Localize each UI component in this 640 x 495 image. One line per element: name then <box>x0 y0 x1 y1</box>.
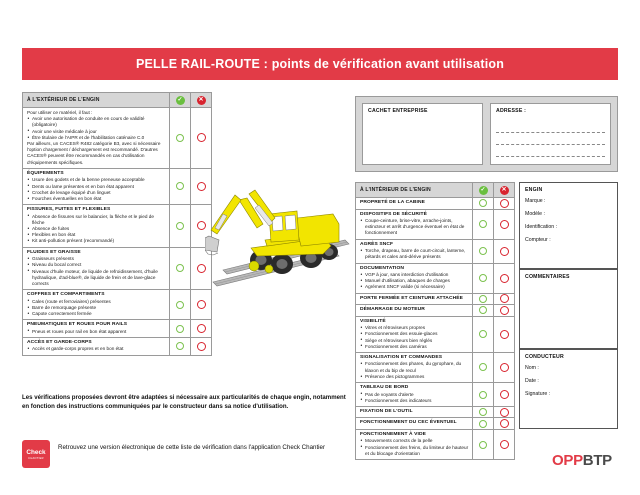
checklist-section-title: DÉMARRAGE DU MOTEUR <box>360 307 425 313</box>
checklist-row <box>23 320 211 338</box>
adresse-label: ADRESSE : <box>496 108 527 114</box>
footer-text: Retrouvez une version électronique de cette liste de vérification dans l'application Check Chantier <box>58 444 326 451</box>
circle-ko-icon[interactable] <box>500 390 509 399</box>
circle-ko-icon[interactable] <box>197 133 206 142</box>
checklist-row <box>23 290 211 320</box>
checkbox-ok[interactable] <box>169 205 190 247</box>
circle-ok-icon[interactable] <box>176 222 184 230</box>
adresse-lines <box>496 121 605 157</box>
checkbox-ok[interactable] <box>169 338 190 355</box>
checkbox-ok[interactable] <box>169 248 190 290</box>
exterior-ko-column-header <box>190 93 211 107</box>
checkbox-ok[interactable] <box>169 320 190 337</box>
engin-field[interactable]: Modèle : <box>525 211 545 217</box>
checkbox-ok[interactable] <box>472 294 493 305</box>
checklist-item: • Flexibles en bon état <box>27 232 166 238</box>
checkbox-ko[interactable] <box>493 240 514 263</box>
checklist-item: • Fonctionnement des indicateurs <box>360 398 469 404</box>
checklist-section-title: FISSURES, FUITES ET FLEXIBLES <box>27 207 111 213</box>
checkbox-ok[interactable] <box>472 430 493 459</box>
checklist-item: • Fonctionnement des freins, du limiteur de hauteur et du blocage d'orientation <box>360 445 469 457</box>
conducteur-field[interactable]: Nom : <box>525 365 539 371</box>
checklist-row <box>356 305 514 317</box>
checkbox-ok[interactable] <box>472 418 493 429</box>
checklist-item: • Pneus et roues pour rail en bon état apparent <box>27 329 166 335</box>
checklist-section-title: FLUIDES ET GRAISSE <box>27 249 81 255</box>
checkbox-ko[interactable] <box>493 264 514 293</box>
checklist-row <box>23 338 211 355</box>
circle-ko-icon[interactable] <box>500 274 509 283</box>
commentaires-label: COMMENTAIRES <box>525 274 570 280</box>
checkbox-ko[interactable] <box>493 407 514 418</box>
checkbox-ko[interactable] <box>493 418 514 429</box>
circle-ko-icon[interactable] <box>197 300 206 309</box>
disclaimer-text: Les vérifications proposées devront être adaptées si nécessaire aux particularités de chaque engin, notamment en fonction des instructions communiquées par le constructeur dans sa notice d'utilisation. <box>22 394 346 410</box>
checklist-item-list <box>360 248 469 260</box>
checkbox-ok[interactable] <box>472 383 493 406</box>
checklist-row <box>356 210 514 240</box>
circle-ok-icon[interactable] <box>479 199 487 207</box>
checkbox-ok[interactable] <box>472 317 493 352</box>
checklist-section-title: VISIBILITÉ <box>360 318 386 324</box>
interior-header-title: À L'INTÉRIEUR DE L'ENGIN <box>360 187 431 193</box>
checklist-item: • Être titulaire de l'AIPR et de l'habilitation caténaire C.0 <box>27 135 166 141</box>
checklist-row <box>23 108 211 169</box>
engin-field[interactable]: Marque : <box>525 198 546 204</box>
checklist-row-content <box>23 338 169 355</box>
oppbtp-logo-btp: BTP <box>582 452 612 469</box>
checklist-item-list <box>27 329 166 335</box>
checkbox-ko[interactable] <box>493 294 514 305</box>
checkbox-ko[interactable] <box>190 108 211 168</box>
check-chantier-logo <box>22 440 50 468</box>
checklist-item-list <box>27 256 166 287</box>
checklist-row-content <box>356 264 472 293</box>
circle-ko-icon[interactable] <box>500 306 509 315</box>
checkbox-ko[interactable] <box>493 317 514 352</box>
checklist-section-title: TABLEAU DE BORD <box>360 385 409 391</box>
checklist-item: • Siège et rétroviseurs bien réglés <box>360 338 469 344</box>
cross-circle-icon: ✕ <box>501 187 507 193</box>
circle-ko-icon[interactable] <box>500 363 509 372</box>
oppbtp-logo-opp: OPP <box>552 452 583 469</box>
exterior-checklist-header <box>23 93 211 108</box>
circle-ko-icon[interactable] <box>500 330 509 339</box>
checklist-item-list <box>360 361 469 380</box>
interior-checklist <box>355 182 515 460</box>
checklist-section-title: FONCTIONNEMENT À VIDE <box>360 431 426 437</box>
checklist-item: • Fonctionnement des phares, du gyrophare, du klaxon et du bip de recul <box>360 361 469 373</box>
checklist-row-content <box>356 198 472 209</box>
commentaires-box[interactable] <box>519 269 618 349</box>
checklist-item: • Graisseurs présents <box>27 256 166 262</box>
checklist-item-list <box>360 392 469 404</box>
circle-ok-icon[interactable] <box>479 274 487 282</box>
checklist-item: • Fonctionnement des essuie-glaces <box>360 331 469 337</box>
conducteur-box <box>519 349 618 429</box>
checklist-row <box>356 240 514 264</box>
checklist-row-content <box>356 430 472 459</box>
checklist-item-list <box>27 214 166 245</box>
circle-ok-icon[interactable] <box>479 330 487 338</box>
checklist-row-content <box>23 320 169 337</box>
checklist-item: • Agrément SNCF valide (si nécessaire) <box>360 284 469 290</box>
checklist-item: • Torche, drapeau, barre de court-circuit, lanterne, pétards et cales anti-dérive présents <box>360 248 469 260</box>
checklist-row-content <box>356 353 472 382</box>
page-title-banner <box>22 48 618 80</box>
checklist-row-content <box>356 418 472 429</box>
checkbox-ko[interactable] <box>190 338 211 355</box>
checklist-item: • Avoir une visite médicale à jour <box>27 129 166 135</box>
circle-ko-icon[interactable] <box>500 199 509 208</box>
checklist-row <box>356 430 514 459</box>
checklist-row <box>356 383 514 407</box>
checklist-item: • Usure des godets et de la benne preneuse acceptable <box>27 177 166 183</box>
checklist-section-title: AGRÈS SNCF <box>360 241 394 247</box>
check-logo-sub: CHANTIER <box>28 456 44 460</box>
check-circle-icon: ✓ <box>177 97 183 103</box>
circle-ok-icon[interactable] <box>176 182 184 190</box>
circle-ok-icon[interactable] <box>176 264 184 272</box>
circle-ok-icon[interactable] <box>176 134 184 142</box>
checklist-section-title: COFFRES ET COMPARTIMENTS <box>27 292 105 298</box>
exterior-ok-column-header <box>169 93 190 107</box>
engin-field[interactable]: Compteur : <box>525 237 551 243</box>
checklist-row <box>356 353 514 383</box>
checkbox-ok[interactable] <box>472 353 493 382</box>
circle-ok-icon[interactable] <box>176 342 184 350</box>
checkbox-ok[interactable] <box>472 240 493 263</box>
checklist-item: • Cales (route et ferroviaires) présentes <box>27 299 166 305</box>
checklist-section-title: PNEUMATIQUES ET ROUES POUR RAILS <box>27 322 128 328</box>
checklist-item: • Niveaux d'huile moteur, de liquide de refroidissement, d'huile hydraulique, d'ad-blue®, de liquide de frein et de lave-glace corrects <box>27 269 166 288</box>
footer <box>22 440 325 468</box>
circle-ok-icon[interactable] <box>479 363 487 371</box>
checklist-section-title: FIXATION DE L'OUTIL <box>360 408 413 414</box>
checklist-section-title: PORTE FERMÉE ET CEINTURE ATTACHÉE <box>360 295 463 301</box>
checkbox-ok[interactable] <box>472 305 493 316</box>
checklist-item: • Pas de voyants d'alerte <box>360 392 469 398</box>
circle-ok-icon[interactable] <box>479 391 487 399</box>
entreprise-block <box>355 96 618 172</box>
checklist-item: • Accès et garde-corps propres et en bon état <box>27 346 166 352</box>
circle-ok-icon[interactable] <box>479 408 487 416</box>
checkbox-ko[interactable] <box>493 383 514 406</box>
circle-ko-icon[interactable] <box>197 342 206 351</box>
checklist-row-content <box>23 290 169 319</box>
checklist-item: • Mouvements corrects de la pelle <box>360 438 469 444</box>
checklist-item: • Absence de fuites <box>27 226 166 232</box>
exterior-checklist <box>22 92 212 356</box>
checkbox-ko[interactable] <box>190 320 211 337</box>
circle-ok-icon[interactable] <box>479 295 487 303</box>
interior-ko-column-header <box>493 183 514 197</box>
circle-ok-icon[interactable] <box>479 441 487 449</box>
engin-field[interactable]: Identification : <box>525 224 558 230</box>
exterior-header-title: À L'EXTÉRIEUR DE L'ENGIN <box>27 97 100 103</box>
interior-checklist-header <box>356 183 514 198</box>
cachet-entreprise-box[interactable] <box>362 103 483 165</box>
checklist-section-title: SIGNALISATION ET COMMANDES <box>360 354 443 360</box>
circle-ok-icon[interactable] <box>479 306 487 314</box>
checklist-row <box>356 264 514 294</box>
checkbox-ko[interactable] <box>493 430 514 459</box>
checklist-item: • Vitres et rétroviseurs propres <box>360 325 469 331</box>
checkbox-ko[interactable] <box>493 353 514 382</box>
checkbox-ok[interactable] <box>169 169 190 204</box>
checklist-item-list <box>360 438 469 457</box>
page-title: PELLE RAIL-ROUTE : points de vérification avant utilisation <box>135 57 505 71</box>
checklist-row <box>356 198 514 210</box>
checkbox-ok[interactable] <box>472 198 493 209</box>
oppbtp-logo <box>552 452 612 469</box>
adresse-line[interactable] <box>496 121 605 133</box>
checklist-item: • Kit anti-pollution présent (recommandé) <box>27 238 166 244</box>
checklist-item-list <box>360 325 469 350</box>
checklist-item: • Crochet de levage équipé d'un linguet <box>27 190 166 196</box>
checklist-item: • Présence des pictogrammes <box>360 374 469 380</box>
checklist-row-content <box>356 317 472 352</box>
checkbox-ok[interactable] <box>169 290 190 319</box>
circle-ok-icon[interactable] <box>479 420 487 428</box>
check-circle-icon: ✓ <box>480 187 486 193</box>
checklist-item-list <box>27 116 166 141</box>
checkbox-ko[interactable] <box>493 210 514 239</box>
checklist-section-title: DISPOSITIFS DE SÉCURITÉ <box>360 211 427 217</box>
checklist-row-content <box>23 248 169 290</box>
circle-ko-icon[interactable] <box>500 440 509 449</box>
checklist-lead-text: Pour utiliser ce matériel, il faut : <box>27 110 93 115</box>
checklist-row <box>356 418 514 430</box>
cachet-entreprise-label: CACHET ENTREPRISE <box>368 108 428 114</box>
checklist-row <box>356 294 514 306</box>
checklist-row-content <box>23 108 169 168</box>
checklist-row-content <box>356 240 472 263</box>
circle-ko-icon[interactable] <box>500 220 509 229</box>
checkbox-ko[interactable] <box>493 305 514 316</box>
checklist-row <box>23 205 211 248</box>
checklist-item: • Capote correctement fermée <box>27 311 166 317</box>
excavator-illustration <box>205 178 355 293</box>
checkbox-ko[interactable] <box>493 198 514 209</box>
circle-ok-icon[interactable] <box>479 220 487 228</box>
circle-ok-icon[interactable] <box>176 301 184 309</box>
checklist-item: • Niveau du bocal correct <box>27 262 166 268</box>
check-logo-main: Check <box>26 448 46 456</box>
checklist-row <box>356 317 514 353</box>
checklist-row-content <box>356 407 472 418</box>
checklist-item-list <box>27 177 166 202</box>
conducteur-label: CONDUCTEUR <box>525 354 564 360</box>
adresse-box[interactable] <box>490 103 611 165</box>
checklist-section-title: DOCUMENTATION <box>360 265 405 271</box>
circle-ok-icon[interactable] <box>479 247 487 255</box>
circle-ko-icon[interactable] <box>197 324 206 333</box>
cross-circle-icon: ✕ <box>198 97 204 103</box>
checklist-item: • Barre de remorquage présente <box>27 305 166 311</box>
engin-info-box <box>519 182 618 269</box>
adresse-line[interactable] <box>496 145 605 157</box>
checkbox-ok[interactable] <box>472 264 493 293</box>
checklist-item: • Dents ou lame présentes et en bon état apparent <box>27 184 166 190</box>
checklist-item: • Fonctionnement des caméras <box>360 344 469 350</box>
checklist-row-content <box>356 383 472 406</box>
checklist-section-title: PROPRETÉ DE LA CABINE <box>360 200 425 205</box>
checklist-item: • Coupe-ceinture, brise-vitre, arrache-joints, extincteur et arrêt d'urgence éventuel en état de fonctionnement <box>360 218 469 237</box>
engin-label: ENGIN <box>525 187 543 193</box>
circle-ko-icon[interactable] <box>500 408 509 417</box>
checklist-tail-text: Par ailleurs, un CACES® R482 catégorie B3, avec si nécessaire l'option chargement / déchargement est recommandé. D'autres CACES® peuvent être recommandés en cas d'utilisation d'équipements spécifiques. <box>27 141 161 165</box>
checklist-item-list <box>27 299 166 318</box>
checklist-row-content <box>356 294 472 305</box>
conducteur-field[interactable]: Signature : <box>525 391 551 397</box>
checklist-row-content <box>356 305 472 316</box>
checklist-item-list <box>27 346 166 352</box>
checklist-row <box>356 407 514 419</box>
checkbox-ok[interactable] <box>169 108 190 168</box>
circle-ko-icon[interactable] <box>500 247 509 256</box>
circle-ko-icon[interactable] <box>500 419 509 428</box>
checklist-row-content <box>356 210 472 239</box>
checkbox-ko[interactable] <box>190 290 211 319</box>
conducteur-field[interactable]: Date : <box>525 378 539 384</box>
checklist-section-title: ÉQUIPEMENTS <box>27 170 64 176</box>
checklist-item-list <box>360 218 469 237</box>
checklist-row-content <box>23 169 169 204</box>
interior-ok-column-header <box>472 183 493 197</box>
checklist-row <box>23 248 211 291</box>
checklist-section-title: FONCTIONNEMENT DU CEC ÉVENTUEL <box>360 420 457 426</box>
checklist-row <box>23 169 211 205</box>
checklist-item: • Fourches éventuelles en bon état <box>27 196 166 202</box>
checklist-item: • Avoir une autorisation de conduite en cours de validité (obligatoire) <box>27 116 166 128</box>
checklist-item: • Absence de fissures sur le balancier, la flèche et le pied de flèche <box>27 214 166 226</box>
circle-ok-icon[interactable] <box>176 325 184 333</box>
checklist-item: • Manuel d'utilisation, abaques de charges <box>360 278 469 284</box>
circle-ko-icon[interactable] <box>500 294 509 303</box>
checkbox-ok[interactable] <box>472 210 493 239</box>
checklist-section-title: ACCÈS ET GARDE-CORPS <box>27 339 92 345</box>
checklist-row-content <box>23 205 169 247</box>
checklist-item: • VGP à jour, sans interdiction d'utilisation <box>360 272 469 278</box>
adresse-line[interactable] <box>496 133 605 145</box>
checklist-item-list <box>360 272 469 291</box>
checkbox-ok[interactable] <box>472 407 493 418</box>
